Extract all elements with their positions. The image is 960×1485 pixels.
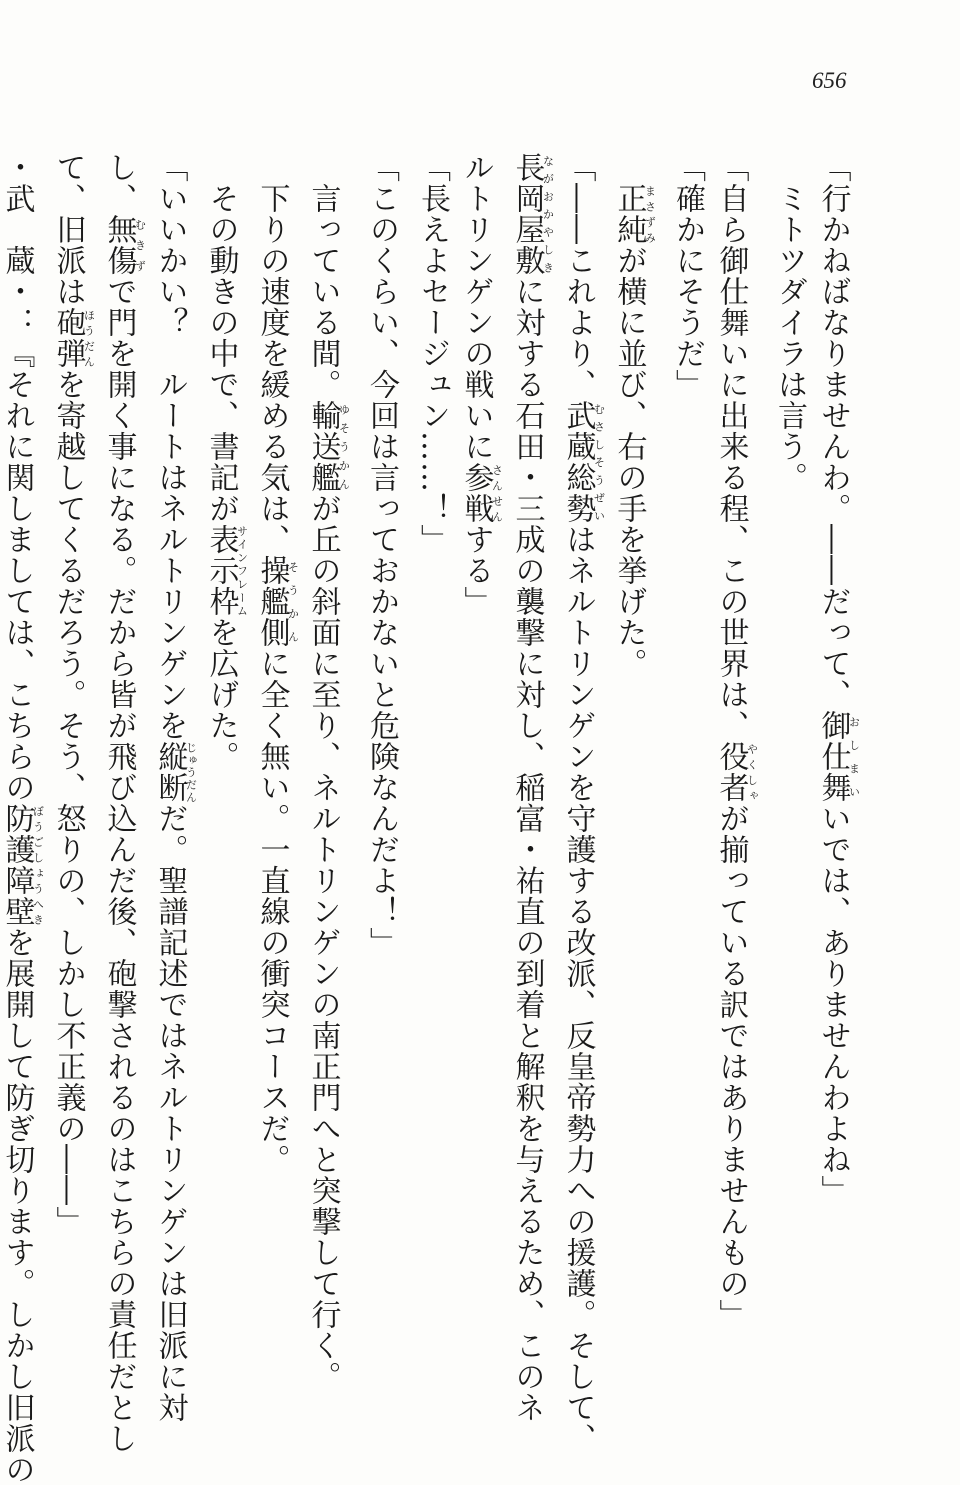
text-line: 下りの速度を緩める気は、操艦側そうかんに全く無い。一直線の衝突コースだ。 [254, 152, 300, 1175]
text-line: て、旧派は砲弾ほうだんを寄越してくるだろう。そう、怒りの、しかし不正義の――」 [50, 152, 96, 1237]
text-line: 「このくらい、今回は言っておかないと危険なんだよ！」 [364, 152, 399, 958]
text-line: ルトリンゲンの戦いに参戦さんせんする」 [458, 152, 504, 617]
text-line: 「自ら御仕舞いに出来る程、この世界は、役者やくしゃが揃っている訳ではありませんもの」 [713, 152, 759, 1330]
text-line: 長岡屋敷ながおかやしきに対する石田・三成の襲撃に対し、稲富・祐直の到着と解釈を与えるため、このネ [509, 152, 555, 1423]
text-line: その動きの中で、書記が表示枠サインフレームを広げた。 [203, 152, 249, 772]
text-line: 「確かにそうだ」 [670, 152, 705, 400]
text-line: 言っている間。輸送艦ゆそうかんが丘の斜面に至り、ネルトリンゲンの南正門へと突撃して行く。 [305, 152, 351, 1392]
page-number: 656 [812, 68, 847, 93]
text-line: 「行かねばなりませんわ。――だって、御仕舞おしまいいでは、ありませんわよね」 [815, 152, 861, 1206]
text-line: 正純まさずみが横に並び、右の手を挙げた。 [611, 183, 657, 679]
text-line: 「いいかい？ ルートはネルトリンゲンを縦断じゅうだんだ。聖譜記述ではネルトリンゲンは旧派に対 [152, 152, 198, 1423]
text-line: ・武 蔵・：『それに関しましては、こちらの防護障壁ぼうごしょうへきを展開して防ぎ切ります。しかし旧派の [0, 152, 45, 1485]
text-line: ミトツダイラは言う。 [772, 152, 807, 493]
text-line: 「――これより、武蔵総勢むさしそうぜいはネルトリンゲンを守護する改派、反皇帝勢力への援護。そして、 [560, 152, 606, 1454]
text-line: 「長えよセージュン……！」 [415, 152, 450, 555]
novel-text-block [0, 152, 861, 1485]
text-line: し、無傷むきずで門を開く事になる。だから皆が飛び込んだ後、砲撃されるのはこちらの責任だとし [101, 152, 147, 1454]
